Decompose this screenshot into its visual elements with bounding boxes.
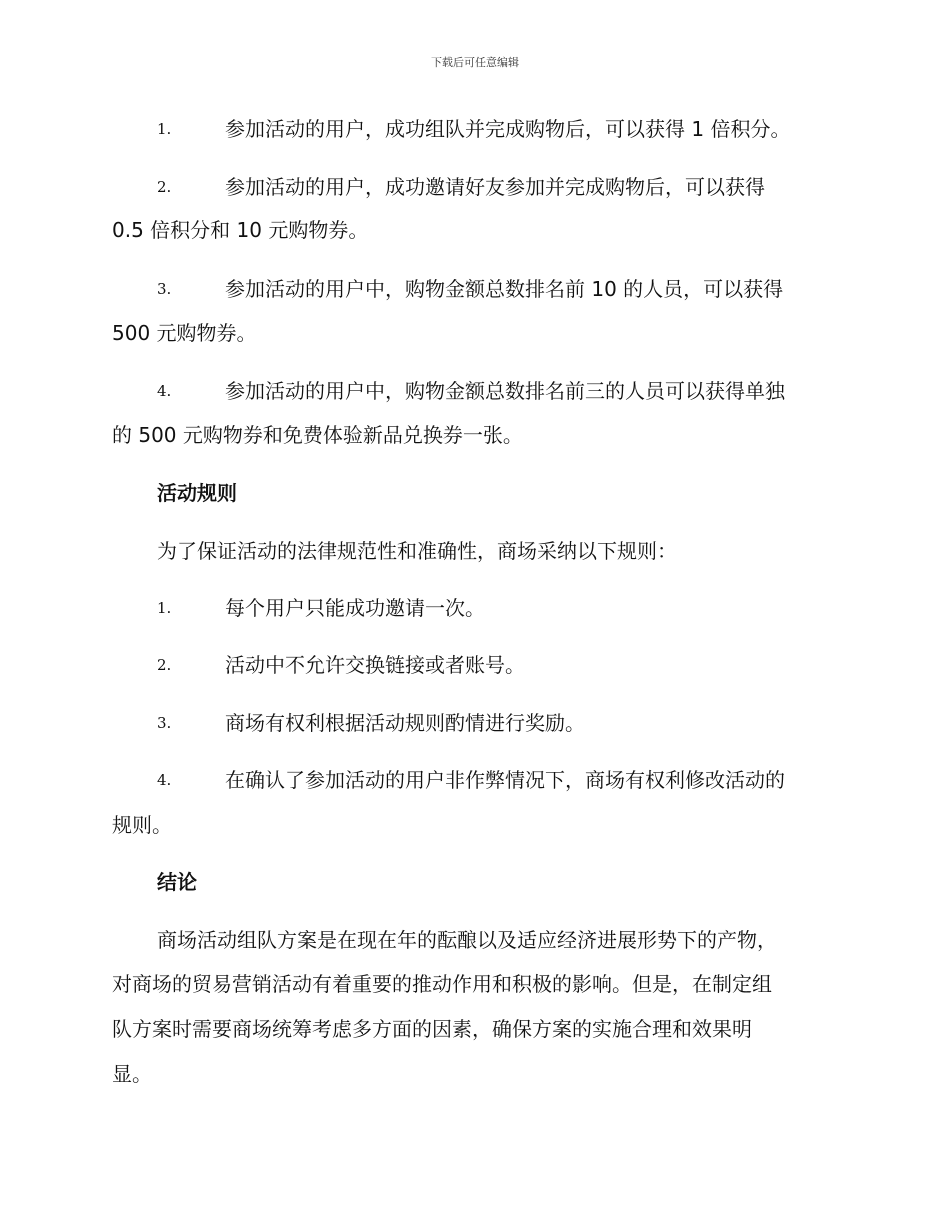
list-item-continuation: 0.5 倍积分和 10 元购物券。 xyxy=(112,218,369,242)
paragraph-line: 队方案时需要商场统筹考虑多方面的因素，确保方案的实施合理和效果明 xyxy=(112,1017,752,1041)
paragraph-line: 显。 xyxy=(112,1062,152,1086)
list-item-text: 商场有权利根据活动规则酌情进行奖励。 xyxy=(225,711,585,735)
list-item-text: 参加活动的用户，成功邀请好友参加并完成购物后，可以获得 xyxy=(225,175,765,199)
list-number: 1. xyxy=(157,120,172,138)
list-number: 3. xyxy=(157,280,172,298)
list-number: 4. xyxy=(157,382,172,400)
rules-intro: 为了保证活动的法律规范性和准确性，商场采纳以下规则： xyxy=(157,539,677,563)
list-item-text: 参加活动的用户中，购物金额总数排名前三的人员可以获得单独 xyxy=(225,379,785,403)
list-item-text: 参加活动的用户中，购物金额总数排名前 10 的人员，可以获得 xyxy=(225,277,784,301)
list-number: 4. xyxy=(157,771,172,789)
list-number: 1. xyxy=(157,599,172,617)
list-item-continuation: 规则。 xyxy=(112,813,172,837)
paragraph-line: 对商场的贸易营销活动有着重要的推动作用和积极的影响。但是，在制定组 xyxy=(112,972,772,996)
section-heading-conclusion: 结论 xyxy=(157,870,197,894)
section-heading-rules: 活动规则 xyxy=(157,481,237,505)
list-number: 2. xyxy=(157,656,172,674)
list-number: 2. xyxy=(157,178,172,196)
paragraph-line: 商场活动组队方案是在现在年的酝酿以及适应经济进展形势下的产物， xyxy=(157,928,777,952)
list-number: 3. xyxy=(157,714,172,732)
list-item-text: 参加活动的用户，成功组队并完成购物后，可以获得 1 倍积分。 xyxy=(225,117,791,141)
list-item-continuation: 500 元购物券。 xyxy=(112,321,257,345)
list-item-continuation: 的 500 元购物券和免费体验新品兑换券一张。 xyxy=(112,423,523,447)
page-header: 下载后可任意编辑 xyxy=(431,56,519,69)
list-item-text: 在确认了参加活动的用户非作弊情况下，商场有权利修改活动的 xyxy=(225,768,785,792)
list-item-text: 每个用户只能成功邀请一次。 xyxy=(225,596,485,620)
list-item-text: 活动中不允许交换链接或者账号。 xyxy=(225,653,525,677)
